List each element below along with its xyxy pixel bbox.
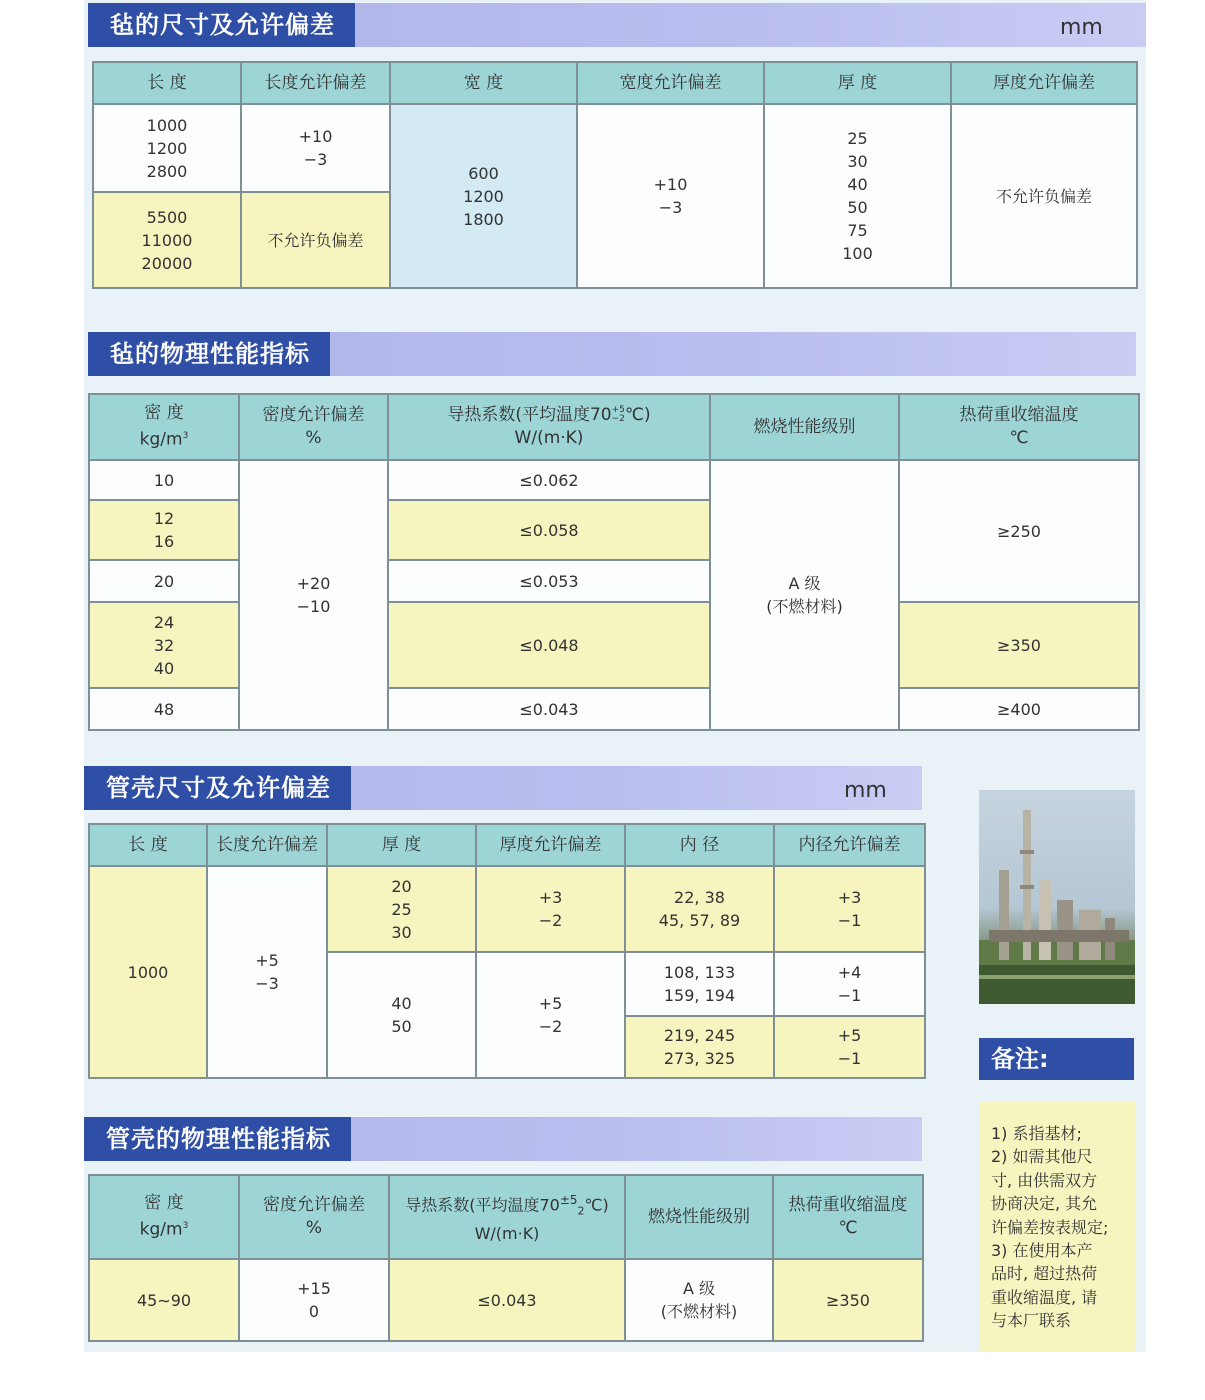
conductivity-row-3: ≤0.053	[388, 560, 710, 602]
conductivity-row-1: ≤0.062	[388, 460, 710, 500]
pipe-conductivity: ≤0.043	[389, 1259, 625, 1341]
pipe-length: 1000	[89, 866, 207, 1078]
header-thickness: 厚 度	[764, 62, 951, 104]
header-pipe-density-tolerance: 密度允许偏差 %	[239, 1175, 389, 1259]
inner-diameter-tolerance-a: +3 −1	[774, 866, 925, 952]
header-thickness-tolerance: 厚度允许偏差	[951, 62, 1137, 104]
felt-size-table	[92, 61, 1138, 289]
density-row-4: 24 32 40	[89, 602, 239, 688]
length-tolerance-b: 不允许负偏差	[241, 192, 390, 288]
width-values: 600 1200 1800	[390, 104, 577, 288]
density-tolerance: +20 −10	[239, 460, 388, 730]
header-thermal-conductivity: 导热系数(平均温度70+5 −2℃) W/(m·K)	[388, 394, 710, 460]
header-pipe-length-tolerance: 长度允许偏差	[207, 824, 327, 866]
thickness-tolerance: 不允许负偏差	[951, 104, 1137, 288]
header-pipe-fire-rating: 燃烧性能级别	[625, 1175, 773, 1259]
pipe-size-title: 管壳尺寸及允许偏差	[84, 766, 351, 810]
felt-physical-title: 毡的物理性能指标	[88, 332, 330, 376]
header-inner-diameter-tolerance: 内径允许偏差	[774, 824, 925, 866]
header-shrink-temperature: 热荷重收缩温度 ℃	[899, 394, 1139, 460]
pipe-density-tolerance: +15 0	[239, 1259, 389, 1341]
pipe-size-banner	[84, 766, 922, 810]
notes-body: 1) 系指基材; 2) 如需其他尺 寸, 由供需双方 协商决定, 其允 许偏差按表规定; 3) 在使用本产 品时, 超过热荷 重收缩温度, 请 与本厂联系	[979, 1102, 1136, 1352]
header-pipe-shrink-temperature: 热荷重收缩温度 ℃	[773, 1175, 923, 1259]
conductivity-row-5: ≤0.043	[388, 688, 710, 730]
shrink-temp-1: ≥250	[899, 460, 1139, 602]
pipe-density: 45∼90	[89, 1259, 239, 1341]
refinery-illustration	[979, 790, 1135, 1004]
pipe-fire-rating: A 级 (不燃材料)	[625, 1259, 773, 1341]
pipe-thickness-tolerance-b: +5 −2	[476, 952, 625, 1078]
thickness-values: 25 30 40 50 75 100	[764, 104, 951, 288]
inner-diameter-c: 219, 245 273, 325	[625, 1016, 774, 1078]
header-pipe-conductivity: 导热系数(平均温度$70^{\pm 5}_2℃$) W/(m·K)	[389, 1175, 625, 1259]
header-density: 密 度 $kg/m^3$	[89, 394, 239, 460]
inner-diameter-b: 108, 133 159, 194	[625, 952, 774, 1016]
pipe-size-table	[88, 823, 926, 1079]
pipe-length-tolerance: +5 −3	[207, 866, 327, 1078]
header-length: 长 度	[93, 62, 241, 104]
pipe-size-unit: mm	[844, 778, 887, 803]
length-tolerance-a: +10 −3	[241, 104, 390, 192]
felt-physical-table	[88, 393, 1140, 731]
inner-diameter-tolerance-b: +4 −1	[774, 952, 925, 1016]
length-group-b: 5500 11000 20000	[93, 192, 241, 288]
header-width: 宽 度	[390, 62, 577, 104]
inner-diameter-tolerance-c: +5 −1	[774, 1016, 925, 1078]
felt-size-unit: mm	[1060, 15, 1103, 40]
header-pipe-density: 密 度 $kg/m^3$	[89, 1175, 239, 1259]
shrink-temp-3: ≥400	[899, 688, 1139, 730]
shrink-temp-2: ≥350	[899, 602, 1139, 688]
density-row-2: 12 16	[89, 500, 239, 560]
inner-diameter-a: 22, 38 45, 57, 89	[625, 866, 774, 952]
width-tolerance: +10 −3	[577, 104, 764, 288]
density-row-3: 20	[89, 560, 239, 602]
pipe-thickness-a: 20 25 30	[327, 866, 476, 952]
header-density-tolerance: 密度允许偏差 %	[239, 394, 388, 460]
density-row-5: 48	[89, 688, 239, 730]
header-pipe-thickness-tolerance: 厚度允许偏差	[476, 824, 625, 866]
conductivity-row-4: ≤0.048	[388, 602, 710, 688]
header-length-tolerance: 长度允许偏差	[241, 62, 390, 104]
header-width-tolerance: 宽度允许偏差	[577, 62, 764, 104]
header-fire-rating: 燃烧性能级别	[710, 394, 899, 460]
pipe-shrink-temperature: ≥350	[773, 1259, 923, 1341]
felt-size-title: 毡的尺寸及允许偏差	[88, 3, 355, 47]
density-row-1: 10	[89, 460, 239, 500]
header-pipe-thickness: 厚 度	[327, 824, 476, 866]
fire-rating: A 级 (不燃材料)	[710, 460, 899, 730]
pipe-thickness-tolerance-a: +3 −2	[476, 866, 625, 952]
conductivity-row-2: ≤0.058	[388, 500, 710, 560]
header-inner-diameter: 内 径	[625, 824, 774, 866]
notes-title: 备注:	[979, 1038, 1134, 1080]
length-group-a: 1000 1200 2800	[93, 104, 241, 192]
felt-physical-banner	[88, 332, 1136, 376]
header-pipe-length: 长 度	[89, 824, 207, 866]
pipe-thickness-b: 40 50	[327, 952, 476, 1078]
refinery-photo	[979, 790, 1135, 1004]
pipe-physical-table	[88, 1174, 924, 1342]
pipe-physical-title: 管壳的物理性能指标	[84, 1117, 351, 1161]
pipe-physical-banner	[84, 1117, 922, 1161]
felt-size-banner	[88, 3, 1146, 47]
